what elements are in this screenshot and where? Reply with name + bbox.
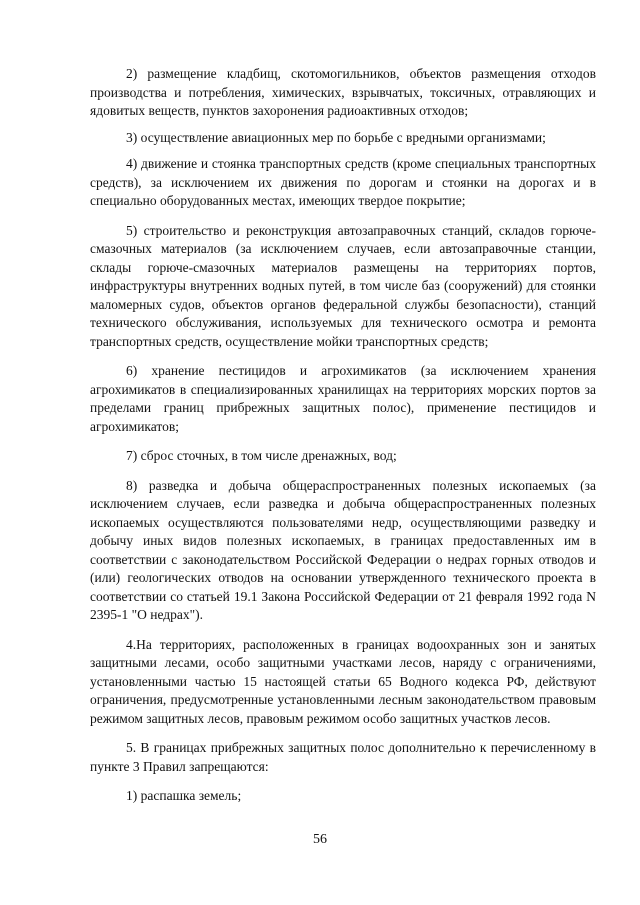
paragraph-section-5: 5. В границах прибрежных защитных полос дополнительно к перечисленному в пункте 3 Правил запрещаются: xyxy=(90,740,596,774)
paragraph-section-4: 4.На территориях, расположенных в границах водоохранных зон и занятых защитными лесами, особо защитными участками лесов, наряду с ограничениями, установленными частью 15 настоящей статьи 65 Водного кодекса РФ, действуют ограничения, предусмотренные установленными лесным законодательством правовым режимом защитных лесов, правовым режимом особо защитных участков лесов. xyxy=(90,636,596,726)
page-number: 56 xyxy=(313,832,327,847)
paragraph-item-7: 7) сброс сточных, в том числе дренажных, вод; xyxy=(126,448,397,463)
paragraph-item-5: 5) строительство и реконструкция автозаправочных станций, складов горюче-смазочных материалов (за исключением случаев, если автозаправочные станции, склады горюче-смазочных материалов размещены на территориях портов, инфраструктуры внутренних водных путей, в том числе баз (сооружений) для стоянки маломерных судов, объектов органов федеральной службы безопасности), станций технического обслуживания, используемых для технического осмотра и ремонта транспортных средств, осуществление мойки транспортных средств; xyxy=(90,222,596,349)
paragraph-item-4: 4) движение и стоянка транспортных средств (кроме специальных транспортных средств), за исключением их движения по дорогам и стоянки на дорогах и в специально оборудованных местах, имеющих твердое покрытие; xyxy=(90,156,596,208)
paragraph-item-3: 3) осуществление авиационных мер по борьбе с вредными организмами; xyxy=(126,129,546,145)
paragraph-item-1: 1) распашка земель; xyxy=(126,788,242,803)
body-text xyxy=(90,65,596,806)
paragraph-item-2: 2) размещение кладбищ, скотомогильников, объектов размещения отходов производства и потребления, химических, взрывчатых, токсичных, отравляющих и ядовитых веществ, пунктов захоронения радиоактивных отходов; xyxy=(90,66,596,118)
paragraph-item-8: 8) разведка и добыча общераспространенных полезных ископаемых (за исключением случаев, если разведка и добыча общераспространенных полезных ископаемых осуществляются пользователями недр, осуществляющими разведку и добычу иных видов полезных ископаемых, в границах предоставленных им в соответствии с законодательством Российской Федерации о недрах горных отводов и (или) геологических отводов на основании утвержденного технического проекта в соответствии со статьей 19.1 Закона Российской Федерации от 21 февраля 1992 года N 2395-1 "О недрах"). xyxy=(90,477,596,622)
paragraph-item-6: 6) хранение пестицидов и агрохимикатов (за исключением хранения агрохимикатов в специализированных хранилищах на территориях морских портов за пределами границ прибрежных защитных полос), применение пестицидов и агрохимикатов; xyxy=(90,363,596,434)
